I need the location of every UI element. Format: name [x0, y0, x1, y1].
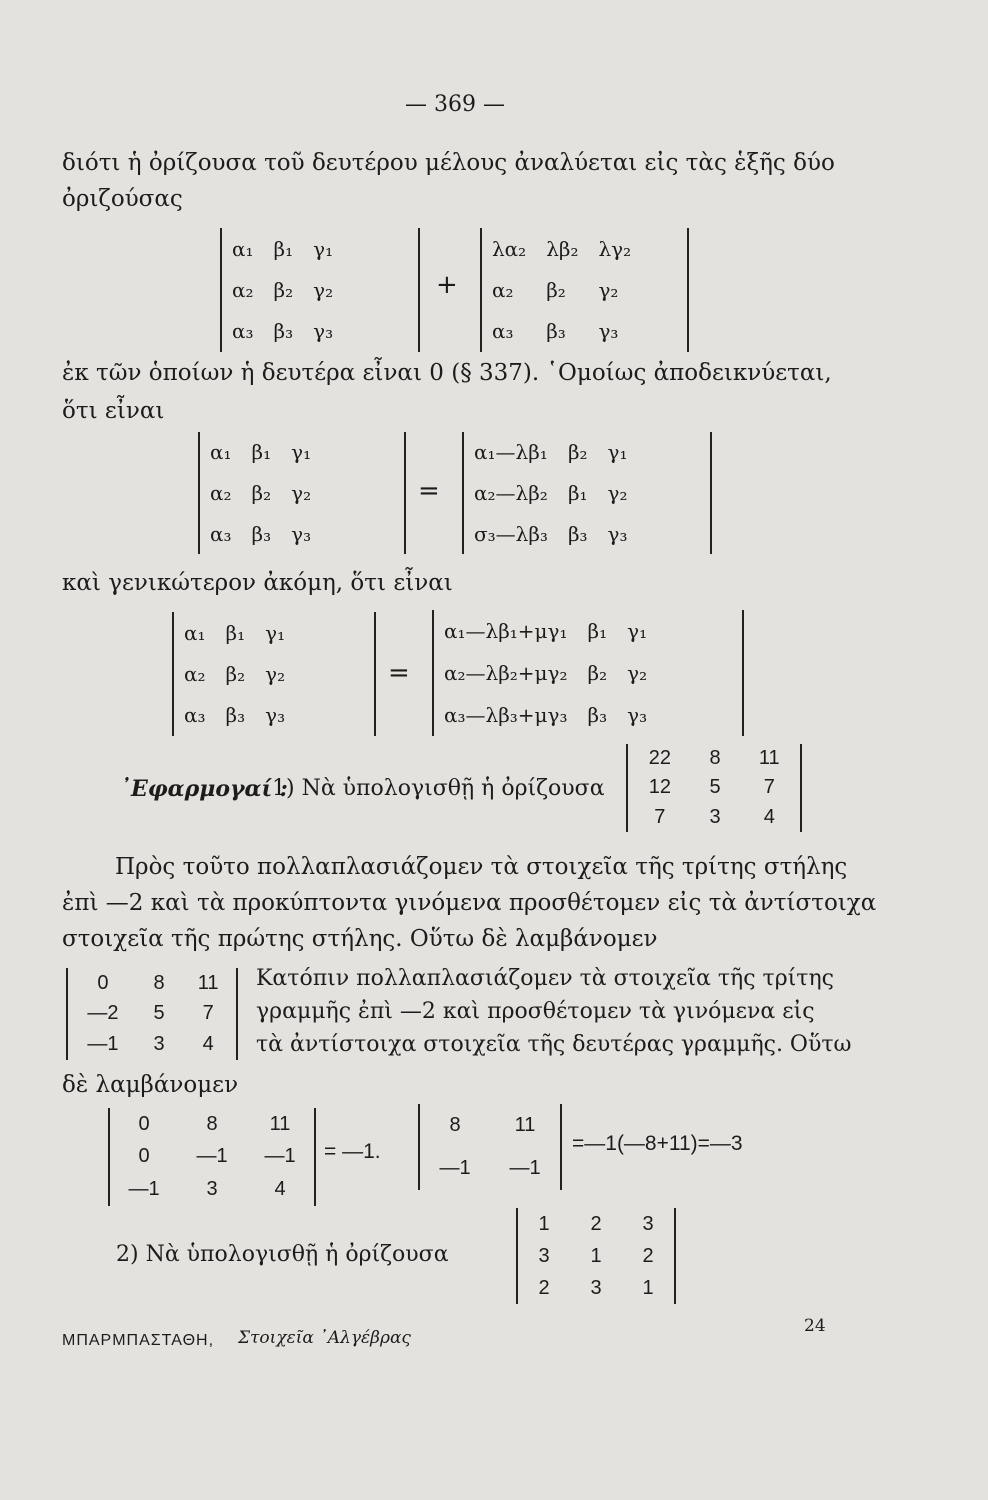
- determinant-cell: 8: [449, 1114, 461, 1136]
- determinant-cell: 1: [538, 1212, 550, 1235]
- determinant-row: [628, 803, 800, 832]
- determinant-e-grid: [174, 612, 295, 736]
- determinant-b: [480, 228, 689, 352]
- determinant-cell: β₂: [273, 277, 294, 302]
- determinant-cell: 0: [138, 1145, 150, 1168]
- footer-book-title: Στοιχεῖα ᾿Αλγέβρας: [238, 1328, 411, 1348]
- determinant-cell: 2: [538, 1276, 550, 1299]
- determinant-cell: α₁: [232, 236, 254, 261]
- signature-mark: 24: [804, 1316, 826, 1336]
- determinant-cell: γ₂: [313, 277, 334, 302]
- determinant-cell: γ₁: [291, 440, 312, 465]
- equals-sign-1: =: [418, 476, 440, 506]
- determinant-cell: 11: [269, 1112, 291, 1135]
- determinant-cell: β₃: [225, 703, 246, 728]
- determinant-row: [222, 228, 343, 269]
- determinant-a-grid: [222, 228, 343, 352]
- paragraph-5-line-1: Κατόπιν πολλαπλασιάζομεν τὰ στοιχεῖα τῆς τρίτης: [256, 966, 834, 991]
- determinant-row: [464, 513, 638, 554]
- determinant-cell: 3: [709, 805, 721, 828]
- determinant-cell: α₃: [492, 319, 514, 344]
- determinant-cell: 11: [758, 747, 780, 770]
- determinant-cell: α₂: [492, 277, 514, 302]
- determinant-n2: [66, 968, 238, 1060]
- determinant-cell: β₂: [567, 440, 588, 465]
- determinant-row: [174, 695, 295, 736]
- determinant-cell: α₂: [184, 661, 206, 686]
- determinant-n2-grid: [68, 968, 236, 1060]
- determinant-row: [420, 1104, 560, 1147]
- determinant-cell: 4: [274, 1178, 286, 1201]
- determinant-cell: α₃: [184, 703, 206, 728]
- determinant-row: [200, 513, 321, 554]
- determinant-cell: σ₃—λβ₃: [474, 521, 548, 546]
- determinant-cell: —1: [439, 1157, 471, 1179]
- determinant-cell: 4: [763, 805, 775, 828]
- determinant-cell: λγ₂: [598, 236, 632, 261]
- determinant-cell: γ₁: [607, 440, 628, 465]
- determinant-n1: [626, 744, 802, 832]
- determinant-row: [174, 612, 295, 653]
- determinant-cell: α₂: [210, 480, 232, 505]
- determinant-cell: 3: [642, 1212, 654, 1235]
- determinant-cell: γ₂: [265, 661, 286, 686]
- determinant-cell: β₂: [251, 480, 272, 505]
- determinant-c-grid: [200, 432, 321, 554]
- determinant-row: [518, 1208, 674, 1240]
- determinant-cell: —1: [128, 1178, 160, 1201]
- determinant-cell: 7: [654, 805, 666, 828]
- paragraph-2-line-2: ὅτι εἶναι: [62, 398, 165, 424]
- determinant-cell: λβ₂: [546, 236, 579, 261]
- determinant-row: [68, 999, 236, 1030]
- paragraph-2-line-1: ἐκ τῶν ὁποίων ἡ δευτέρα εἶναι 0 (§ 337). ῾Ομοίως ἀποδεικνύεται,: [62, 360, 832, 386]
- determinant-n5-grid: [518, 1208, 674, 1304]
- determinant-row: [482, 311, 641, 352]
- determinant-cell: 22: [648, 747, 671, 770]
- determinant-cell: β₁: [567, 480, 588, 505]
- determinant-n5: [516, 1208, 676, 1304]
- determinant-cell: γ₃: [627, 703, 648, 727]
- determinant-cell: 8: [709, 747, 721, 770]
- footer-author: ΜΠΑΡΜΠΑΣΤΑΘΗ,: [62, 1332, 215, 1349]
- determinant-cell: β₃: [273, 319, 294, 344]
- determinant-cell: 7: [763, 776, 775, 799]
- determinant-cell: —1: [196, 1145, 228, 1168]
- determinant-cell: γ₃: [291, 521, 312, 546]
- determinant-row: [200, 432, 321, 473]
- determinant-row: [518, 1240, 674, 1272]
- determinant-cell: —2: [87, 1002, 119, 1025]
- determinant-cell: 3: [153, 1033, 165, 1056]
- determinant-row: [464, 432, 638, 473]
- determinant-cell: α₁—λβ₁: [474, 440, 548, 465]
- determinant-cell: β₃: [587, 703, 608, 727]
- determinant-cell: 8: [206, 1112, 218, 1135]
- determinant-cell: α₃: [210, 521, 232, 546]
- determinant-cell: 12: [648, 776, 671, 799]
- determinant-row: [434, 610, 657, 652]
- determinant-row: [68, 1029, 236, 1060]
- determinant-cell: γ₂: [291, 480, 312, 505]
- determinant-cell: 5: [709, 776, 721, 799]
- determinant-n3: [108, 1108, 316, 1206]
- determinant-n1-grid: [628, 744, 800, 832]
- determinant-cell: γ₁: [313, 236, 334, 261]
- determinant-cell: 7: [202, 1002, 214, 1025]
- determinant-row: [420, 1147, 560, 1190]
- determinant-cell: 1: [642, 1276, 654, 1299]
- determinant-cell: 4: [202, 1033, 214, 1056]
- determinant-cell: 3: [538, 1244, 550, 1267]
- determinant-row: [464, 473, 638, 514]
- determinant-cell: α₂—λβ₂+μγ₂: [444, 661, 568, 685]
- determinant-a: [220, 228, 420, 352]
- determinant-b-grid: [482, 228, 641, 352]
- determinant-cell: —1: [264, 1145, 296, 1168]
- determinant-cell: α₁: [184, 620, 206, 645]
- determinant-cell: γ₃: [313, 319, 334, 344]
- determinant-cell: β₃: [546, 319, 566, 344]
- determinant-cell: γ₁: [627, 619, 648, 643]
- equals-sign-2: =: [388, 658, 410, 688]
- determinant-cell: —1: [87, 1033, 119, 1056]
- determinant-cell: 8: [153, 971, 165, 994]
- determinant-cell: α₂: [232, 277, 254, 302]
- determinant-f: [432, 610, 744, 736]
- determinant-f-grid: [434, 610, 657, 736]
- determinant-d: [462, 432, 712, 554]
- determinant-cell: 1: [590, 1244, 602, 1267]
- paragraph-4-line-1: Πρὸς τοῦτο πολλαπλασιάζομεν τὰ στοιχεῖα τῆς τρίτης στήλης: [115, 854, 848, 880]
- determinant-row: [628, 744, 800, 773]
- paragraph-5-line-3: τὰ ἀντίστοιχα στοιχεῖα τῆς δευτέρας γραμμῆς. Οὕτω: [256, 1032, 852, 1057]
- determinant-cell: 0: [97, 971, 109, 994]
- application-1-text: 1) Νὰ ὑπολογισθῇ ἡ ὀρίζουσα: [272, 776, 605, 801]
- determinant-cell: β₂: [587, 661, 608, 685]
- determinant-n3-grid: [110, 1108, 314, 1206]
- determinant-cell: β₁: [587, 619, 608, 643]
- determinant-cell: α₁: [210, 440, 232, 465]
- determinant-row: [222, 269, 343, 310]
- determinant-cell: β₁: [225, 620, 246, 645]
- determinant-row: [434, 694, 657, 736]
- determinant-cell: —1: [509, 1157, 541, 1179]
- determinant-row: [110, 1141, 314, 1174]
- paragraph-4-line-2: ἐπὶ —2 καὶ τὰ προκύπτοντα γινόμενα προσθέτομεν εἰς τὰ ἀντίστοιχα: [62, 890, 877, 916]
- result-2: =—1(—8+11)=—3: [572, 1132, 743, 1155]
- plus-sign: +: [436, 270, 458, 300]
- determinant-row: [174, 653, 295, 694]
- paragraph-3: καὶ γενικώτερον ἀκόμη, ὅτι εἶναι: [62, 570, 453, 596]
- determinant-cell: β₃: [567, 521, 588, 546]
- paragraph-1-line-1: διότι ἡ ὀρίζουσα τοῦ δευτέρου μέλους ἀναλύεται εἰς τὰς ἑξῆς δύο: [62, 150, 835, 176]
- determinant-cell: 5: [153, 1002, 165, 1025]
- determinant-row: [222, 311, 343, 352]
- paragraph-1-line-2: ὀριζούσας: [62, 186, 183, 212]
- determinant-cell: 0: [138, 1112, 150, 1135]
- determinant-cell: γ₂: [627, 661, 648, 685]
- determinant-n4: [418, 1104, 562, 1190]
- determinant-d-grid: [464, 432, 638, 554]
- determinant-row: [518, 1272, 674, 1304]
- determinant-row: [482, 269, 641, 310]
- determinant-cell: β₁: [251, 440, 272, 465]
- determinant-row: [110, 1173, 314, 1206]
- paragraph-5-line-2: γραμμῆς ἐπὶ —2 καὶ προσθέτομεν τὰ γινόμενα εἰς: [256, 999, 815, 1024]
- determinant-cell: α₃—λβ₃+μγ₃: [444, 703, 568, 727]
- determinant-e: [172, 612, 376, 736]
- determinant-row: [68, 968, 236, 999]
- determinant-cell: β₃: [251, 521, 272, 546]
- determinant-cell: 3: [590, 1276, 602, 1299]
- determinant-cell: α₁—λβ₁+μγ₁: [444, 619, 568, 643]
- determinant-cell: γ₂: [607, 480, 628, 505]
- determinant-cell: β₂: [225, 661, 246, 686]
- determinant-cell: γ₂: [598, 277, 619, 302]
- determinant-cell: 11: [514, 1114, 536, 1136]
- result-1: = —1.: [324, 1140, 381, 1163]
- determinant-cell: α₃: [232, 319, 254, 344]
- determinant-cell: β₂: [546, 277, 566, 302]
- determinant-cell: γ₃: [607, 521, 628, 546]
- determinant-c: [198, 432, 406, 554]
- paragraph-4-line-3: στοιχεῖα τῆς πρώτης στήλης. Οὕτω δὲ λαμβάνομεν: [62, 926, 658, 952]
- determinant-row: [628, 773, 800, 802]
- determinant-n4-grid: [420, 1104, 560, 1190]
- determinant-cell: λα₂: [492, 236, 527, 261]
- determinant-cell: 3: [206, 1178, 218, 1201]
- determinant-cell: α₂—λβ₂: [474, 480, 548, 505]
- determinant-row: [482, 228, 641, 269]
- applications-label: ᾿Εφαρμογαί :: [120, 776, 288, 802]
- determinant-cell: γ₃: [598, 319, 619, 344]
- paragraph-6: δὲ λαμβάνομεν: [62, 1072, 239, 1098]
- determinant-cell: γ₃: [265, 703, 286, 728]
- application-2-text: 2) Νὰ ὑπολογισθῇ ἡ ὀρίζουσα: [116, 1242, 449, 1267]
- determinant-row: [200, 473, 321, 514]
- determinant-cell: 2: [642, 1244, 654, 1267]
- determinant-row: [110, 1108, 314, 1141]
- determinant-cell: 2: [590, 1212, 602, 1235]
- page-number: — 369 —: [405, 92, 505, 117]
- determinant-cell: β₁: [273, 236, 294, 261]
- determinant-row: [434, 652, 657, 694]
- determinant-cell: 11: [197, 971, 219, 994]
- determinant-cell: γ₁: [265, 620, 286, 645]
